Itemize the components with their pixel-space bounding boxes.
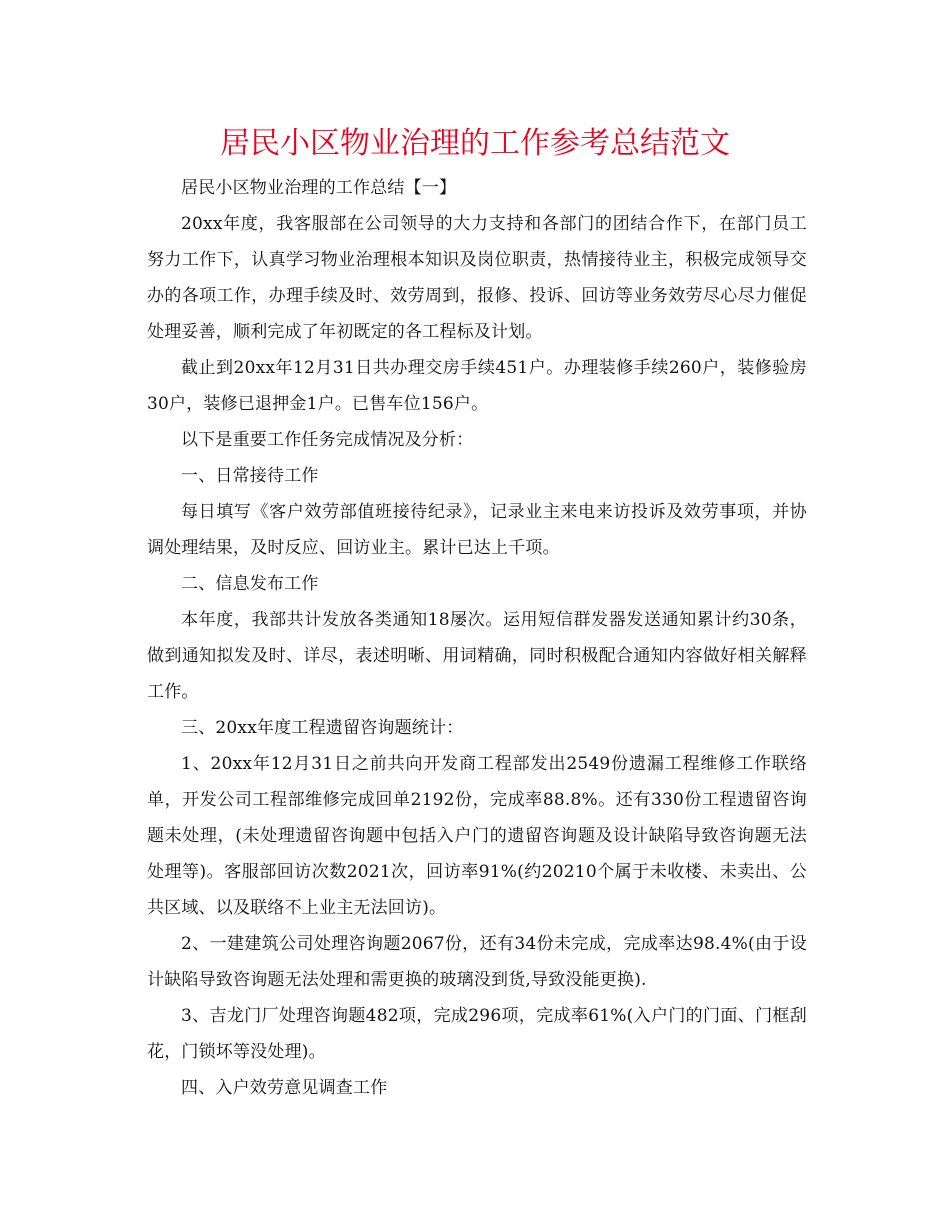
document-title: 居民小区物业治理的工作参考总结范文: [220, 126, 730, 161]
section-heading: 二、信息发布工作: [181, 574, 319, 594]
paragraph: 每日填写《客户效劳部值班接待纪录》，记录业主来电来访投诉及效劳事项，并协调处理结果，及时反应、回访业主。累计已达上千项。: [147, 502, 807, 558]
document-body: [147, 170, 807, 1106]
section-heading: 居民小区物业治理的工作总结【一】: [181, 178, 457, 198]
section-heading: 四、入户效劳意见调查工作: [181, 1078, 388, 1098]
list-item: 3、吉龙门厂处理咨询题482项，完成296项，完成率61%(入户门的门面、门框刮花，门锁坏等没处理)。: [147, 1006, 807, 1062]
section-heading: 三、20xx年度工程遗留咨询题统计：: [181, 718, 464, 738]
paragraph: 截止到20xx年12月31日共办理交房手续451户。办理装修手续260户，装修验房30户，装修已退押金1户。已售车位156户。: [147, 358, 807, 414]
section-heading: 一、日常接待工作: [181, 466, 319, 486]
paragraph: 20xx年度，我客服部在公司领导的大力支持和各部门的团结合作下，在部门员工努力工作下，认真学习物业治理根本知识及岗位职责，热情接待业主，积极完成领导交办的各项工作，办理手续及时、效劳周到，报修、投诉、回访等业务效劳尽心尽力催促处理妥善，顺利完成了年初既定的各工程标及计划。: [147, 214, 807, 342]
list-item: 1、20xx年12月31日之前共向开发商工程部发出2549份遗漏工程维修工作联络单，开发公司工程部维修完成回单2192份，完成率88.8%。还有330份工程遗留咨询题未处理，(未处理遗留咨询题中包括入户门的遗留咨询题及设计缺陷导致咨询题无法处理等)。客服部回访次数2021次，回访率91%(约20210个属于未收楼、未卖出、公共区域、以及联络不上业主无法回访)。: [147, 754, 807, 918]
paragraph: 以下是重要工作任务完成情况及分析：: [181, 430, 474, 450]
list-item: 2、一建建筑公司处理咨询题2067份，还有34份未完成，完成率达98.4%(由于设计缺陷导致咨询题无法处理和需更换的玻璃没到货,导致没能更换).: [147, 934, 807, 990]
paragraph: 本年度，我部共计发放各类通知18屡次。运用短信群发器发送通知累计约30条，做到通知拟发及时、详尽，表述明晰、用词精确，同时积极配合通知内容做好相关解释工作。: [147, 610, 807, 702]
